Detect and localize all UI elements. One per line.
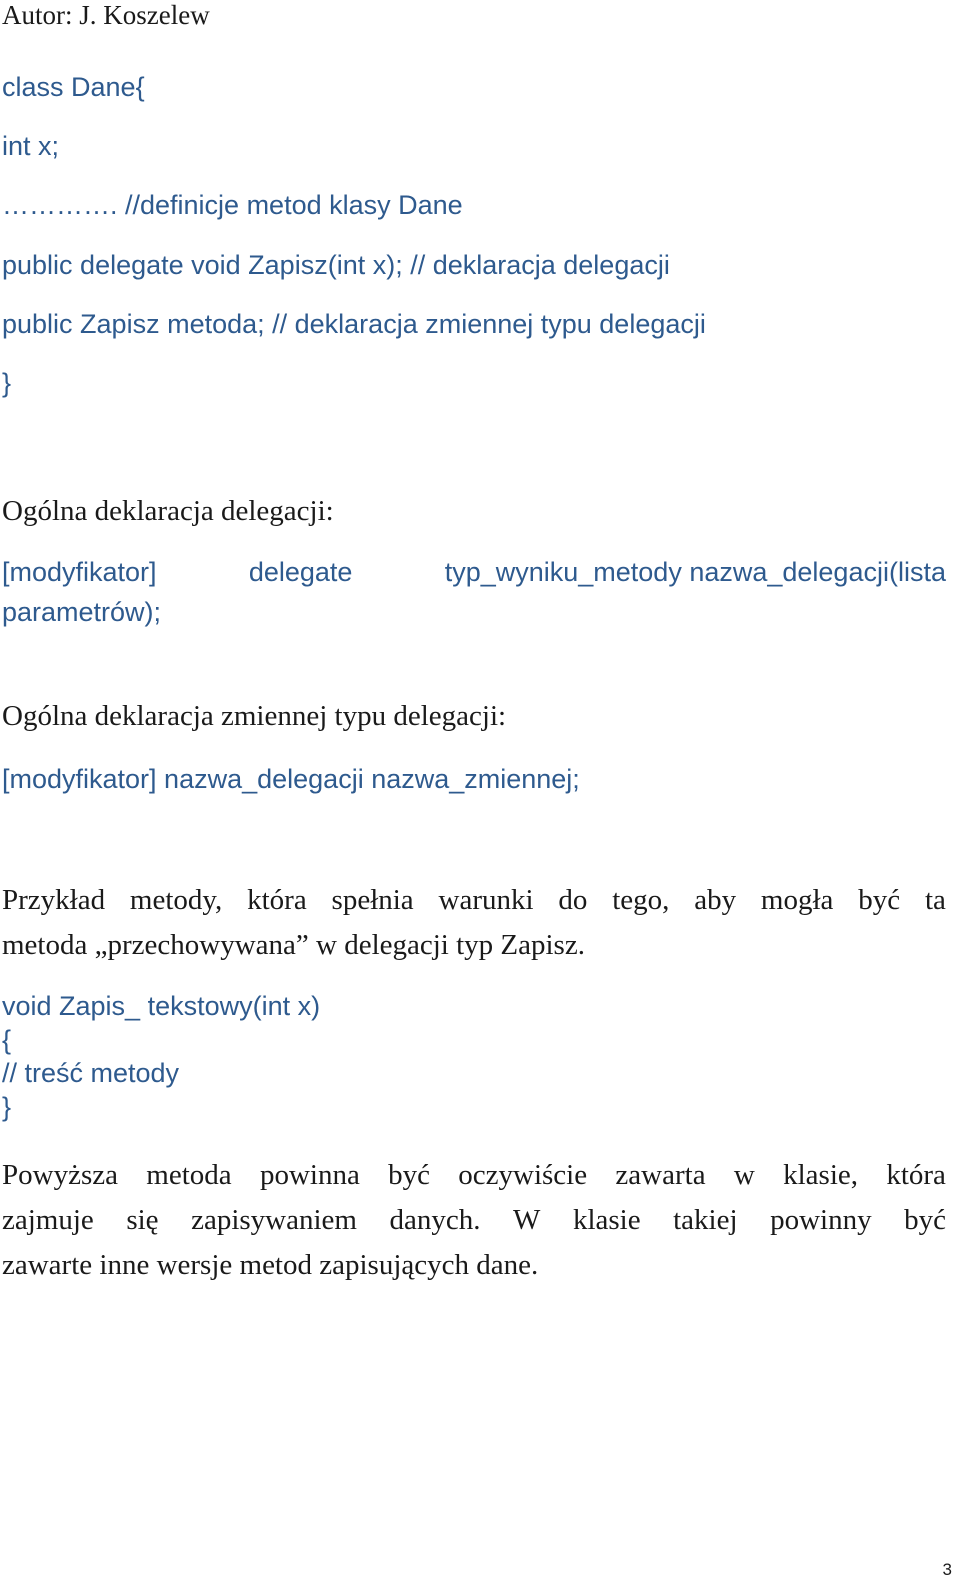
word: w	[733, 1159, 755, 1191]
word: która	[886, 1159, 946, 1191]
example-paragraph-line1	[2, 884, 946, 917]
word: być	[858, 884, 901, 916]
syntax-delegate-keyword: delegate	[248, 557, 353, 587]
word: klasie	[572, 1204, 641, 1236]
heading-variable-declaration: Ogólna deklaracja zmiennej typu delegacji:	[2, 700, 507, 732]
syntax-modifier: [modyfikator]	[2, 557, 157, 587]
word: powinna	[259, 1159, 360, 1191]
code-line: void Zapis_ tekstowy(int x)	[2, 991, 321, 1021]
code-line: int x;	[2, 131, 60, 161]
variable-syntax-line: [modyfikator] nazwa_delegacji nazwa_zmiennej;	[2, 764, 580, 794]
word: zawarta	[615, 1159, 706, 1191]
word: być	[904, 1204, 946, 1236]
code-line: {	[2, 1025, 12, 1055]
code-line: public Zapisz metoda; // deklaracja zmiennej typu delegacji	[2, 309, 706, 339]
delegate-syntax-continuation: parametrów);	[2, 597, 162, 627]
word: oczywiście	[458, 1159, 588, 1191]
code-line: class Dane{	[2, 72, 145, 102]
code-line: public delegate void Zapisz(int x); // deklaracja delegacji	[2, 250, 670, 280]
code-line: …………. //definicje metod klasy Dane	[2, 190, 463, 220]
code-line: }	[2, 368, 12, 398]
word: klasie,	[783, 1159, 859, 1191]
word: tego,	[612, 884, 670, 916]
word: się	[126, 1204, 159, 1236]
heading-delegate-declaration: Ogólna deklaracja delegacji:	[2, 495, 334, 527]
word: być	[388, 1159, 430, 1191]
page-number: 3	[942, 1560, 952, 1579]
author-line: Autor: J. Koszelew	[2, 0, 210, 30]
code-line: }	[2, 1092, 12, 1122]
word: mogła	[760, 884, 834, 916]
closing-paragraph-line2	[2, 1204, 946, 1237]
word: do	[558, 884, 588, 916]
word: spełnia	[331, 884, 414, 916]
word: zapisywaniem	[191, 1204, 357, 1236]
word: Przykład	[2, 884, 106, 916]
word: danych.	[389, 1204, 481, 1236]
delegate-syntax-line	[2, 557, 946, 588]
word: aby	[694, 884, 737, 916]
word: ta	[924, 884, 946, 916]
closing-paragraph-line1	[2, 1159, 946, 1192]
word: Powyższa	[2, 1159, 118, 1191]
syntax-signature: typ_wyniku_metody nazwa_delegacji(lista	[444, 557, 946, 587]
word: zajmuje	[2, 1204, 94, 1236]
word: metoda	[146, 1159, 232, 1191]
word: warunki	[438, 884, 534, 916]
example-paragraph-line2: metoda „przechowywana” w delegacji typ Zapisz.	[2, 929, 585, 961]
closing-paragraph-line3: zawarte inne wersje metod zapisujących dane.	[2, 1249, 539, 1281]
word: która	[247, 884, 307, 916]
word: powinny	[770, 1204, 872, 1236]
code-line: // treść metody	[2, 1058, 180, 1088]
word: W	[513, 1204, 541, 1236]
word: takiej	[673, 1204, 738, 1236]
word: metody,	[129, 884, 223, 916]
